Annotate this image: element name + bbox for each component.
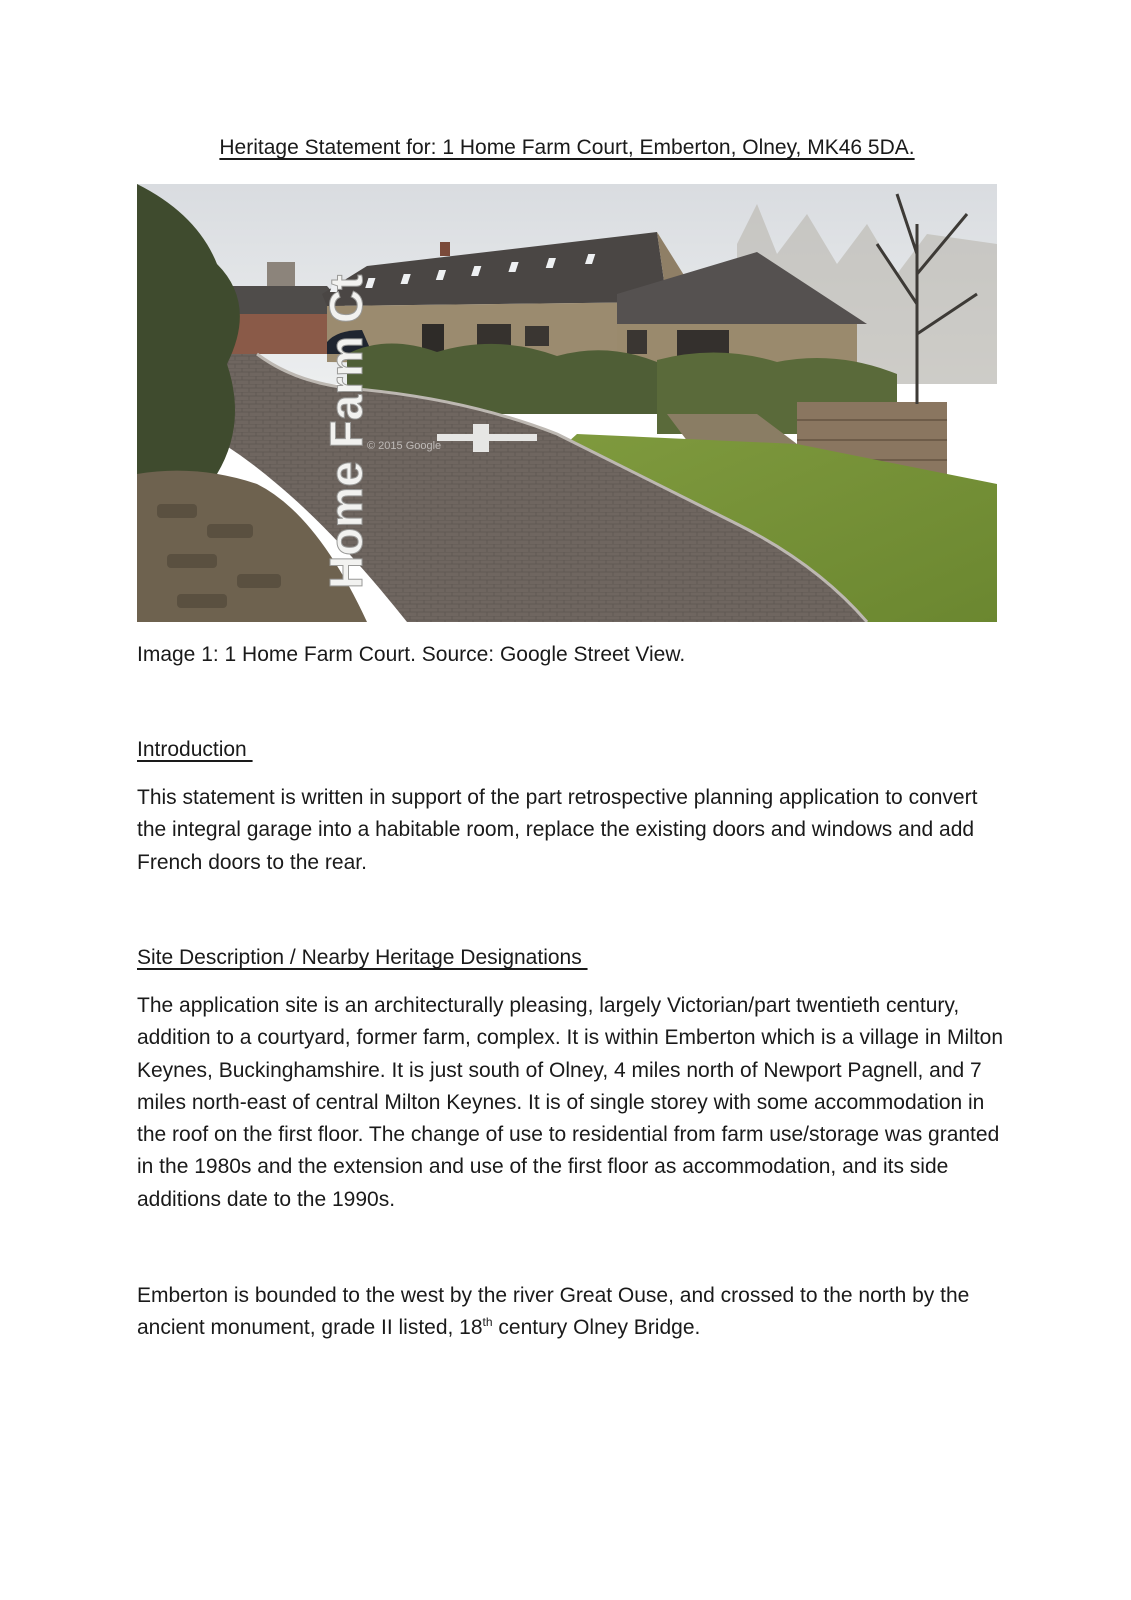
emberton-text-end: century Olney Bridge.	[492, 1316, 701, 1340]
photo-watermark: © 2015 Google	[367, 440, 442, 452]
emberton-paragraph	[137, 1280, 1007, 1345]
street-view-photo	[137, 184, 997, 622]
section-heading-introduction: Introduction	[137, 738, 253, 761]
emberton-text-start: Emberton is bounded to the west by the river Great Ouse, and crossed to the north by the ancient monument, grade II listed, 18	[137, 1284, 970, 1340]
introduction-paragraph: This statement is written in support of the part retrospective planning application to convert the integral garage into a habitable room, replace the existing doors and windows and add French doors to the rear.	[137, 786, 978, 874]
document-title: Heritage Statement for: 1 Home Farm Court, Emberton, Olney, MK46 5DA.	[219, 136, 915, 159]
section-heading-site-description: Site Description / Nearby Heritage Designations	[137, 946, 588, 969]
site-description-paragraph: The application site is an architecturally pleasing, largely Victorian/part twentieth century, addition to a courtyard, former farm, complex. It is within Emberton which is a village in Milton Keynes, Buckinghamshire. It is just south of Olney, 4 miles north of Newport Pagnell, and 7 miles north-east of central Milton Keynes. It is of single storey with some accommodation in the roof on the first floor. The change of use to residential from farm use/storage was granted in the 1980s and the extension and use of the first floor as accommodation, and its side additions date to the 1990s.	[137, 994, 1004, 1211]
ordinal-superscript: th	[482, 1315, 493, 1330]
street-sign-text: Home Farm Ct	[320, 274, 372, 589]
image-caption: Image 1: 1 Home Farm Court. Source: Google Street View.	[137, 643, 686, 666]
